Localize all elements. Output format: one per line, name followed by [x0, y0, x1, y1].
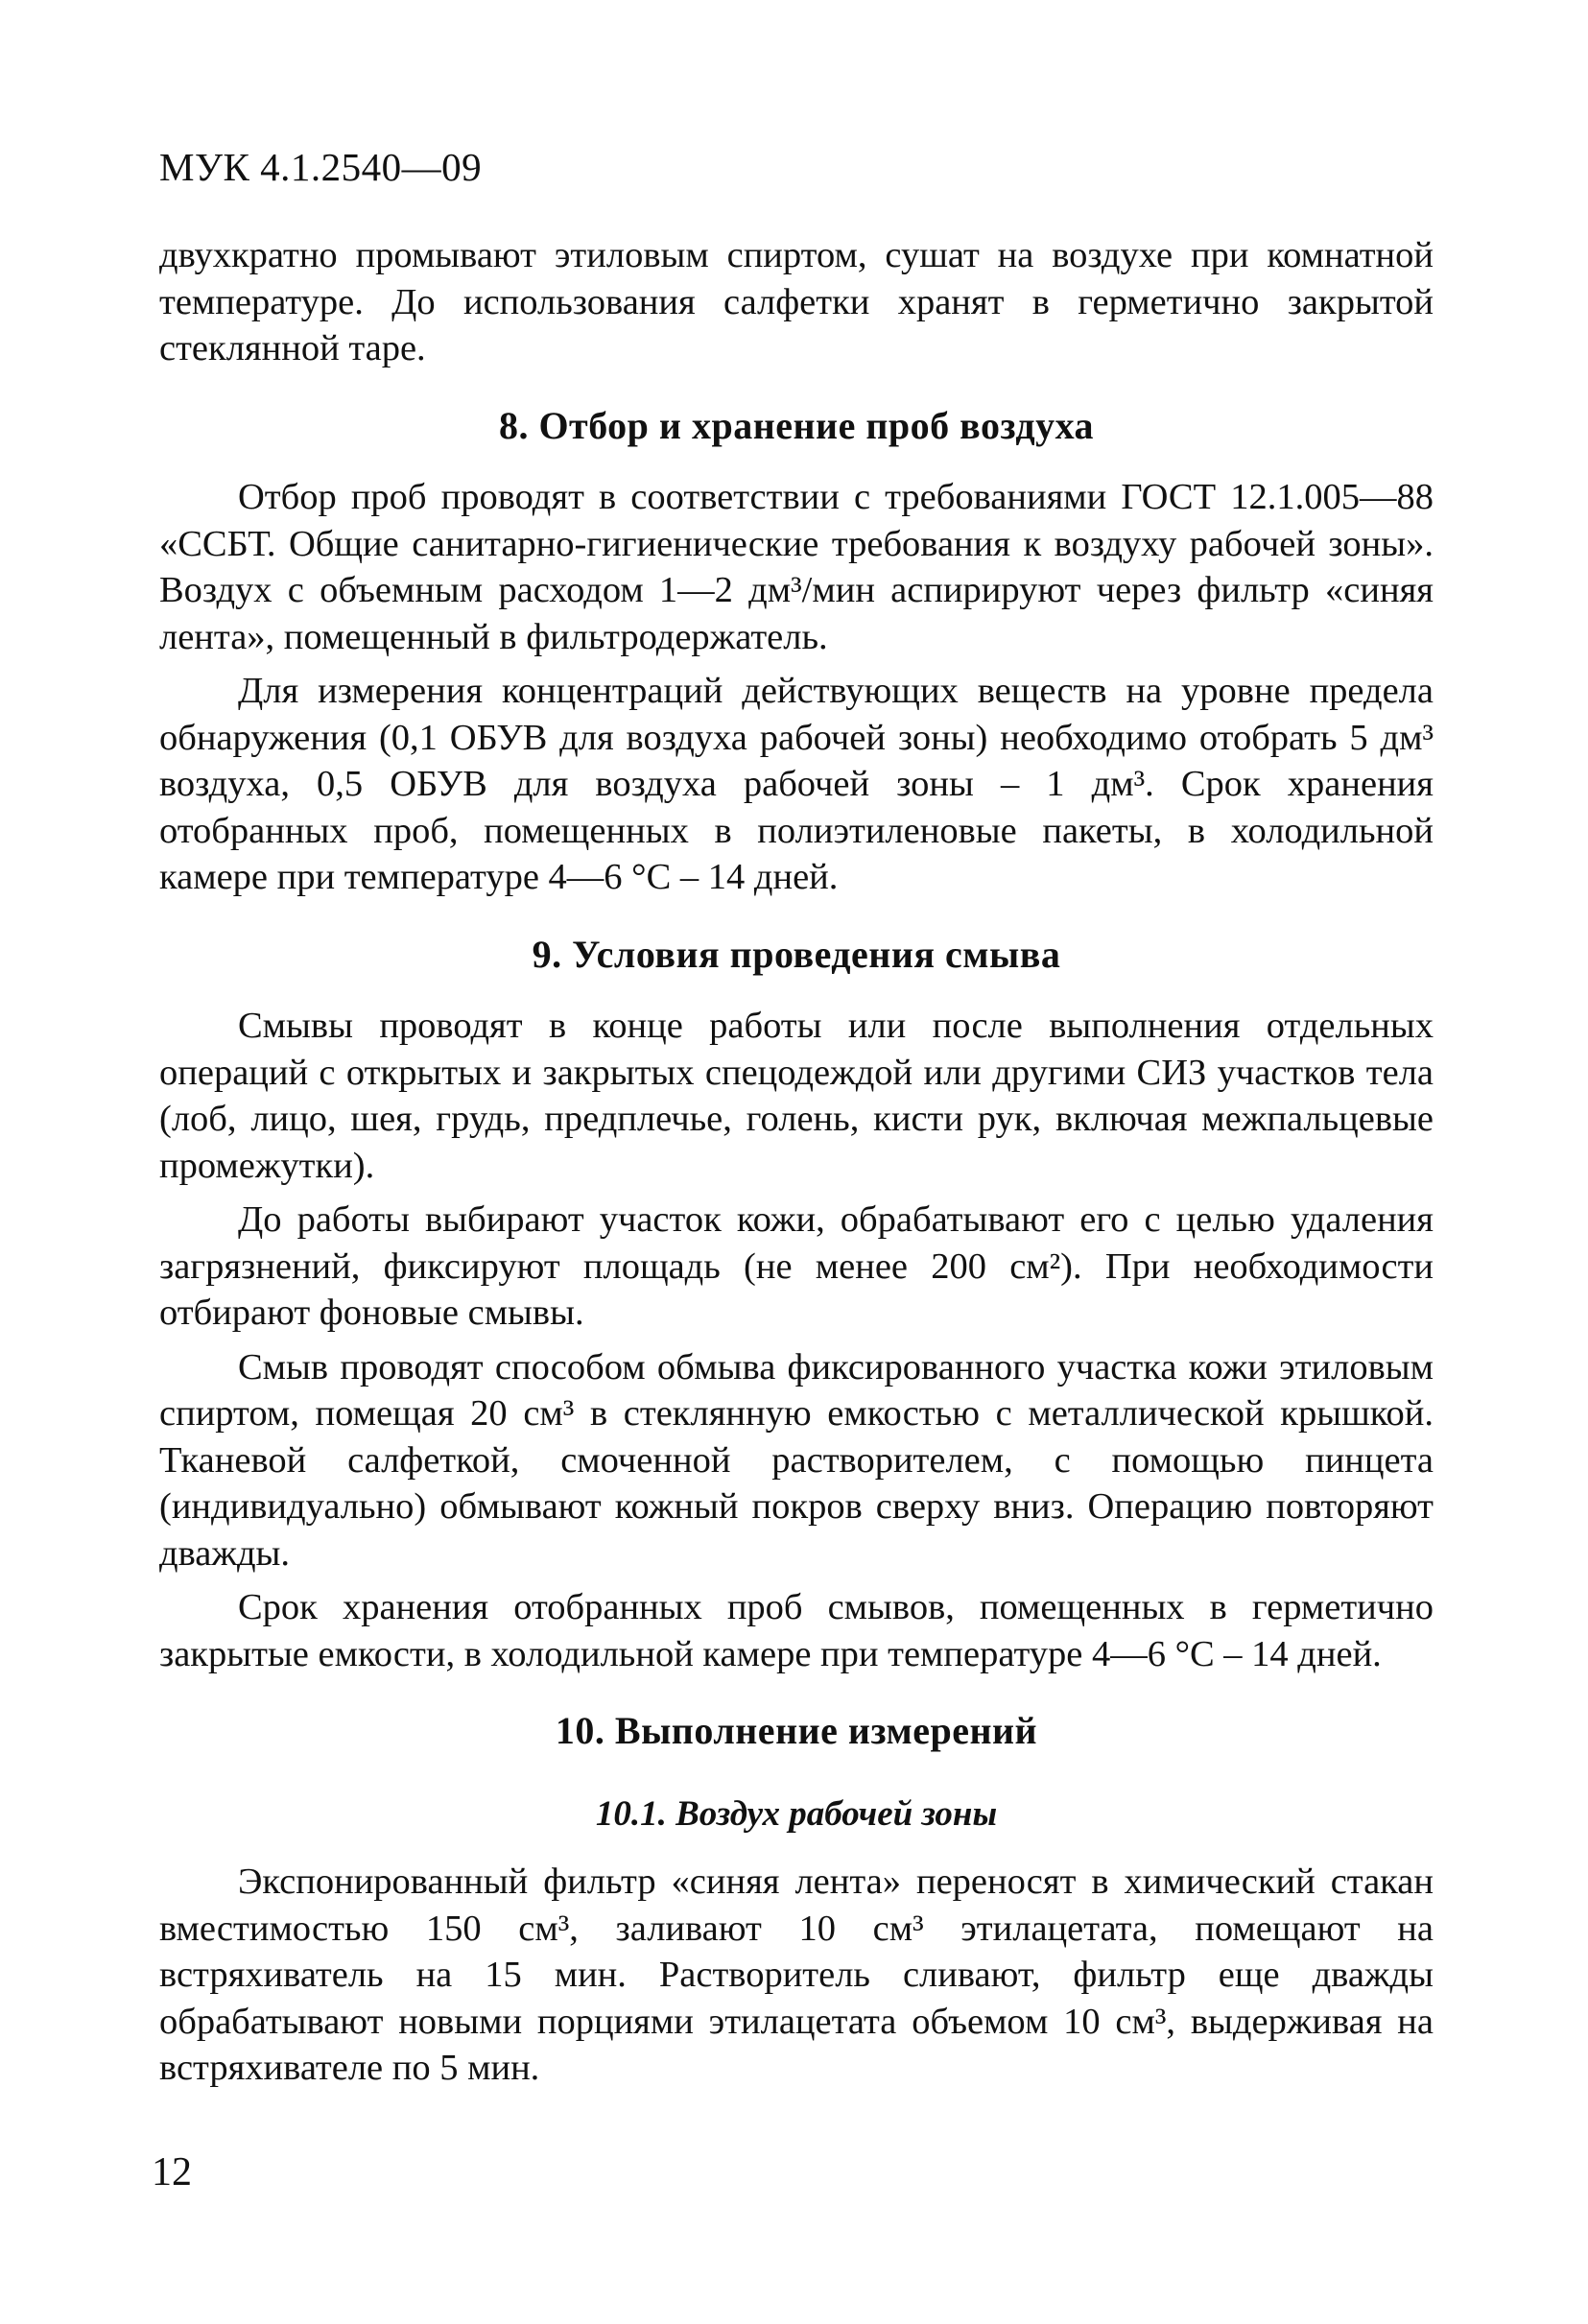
page-content	[159, 232, 1434, 2092]
page-number: 12	[152, 2150, 192, 2194]
section-8-paragraph-2: Для измерения концентраций действующих веществ на уровне предела обнаружения (0,1 ОБУВ для воздуха рабочей зоны) необходимо отобрать 5 дм³ воздуха, 0,5 ОБУВ для воздуха рабочей зоны – 1 дм³. Срок хранения отобранных проб, помещенных в полиэтиленовые пакеты, в холодильной камере при температуре 4—6 °С – 14 дней.	[159, 671, 1434, 897]
section-9-heading: 9. Условия проведения смыва	[532, 932, 1061, 976]
section-9-paragraph-3: Смыв проводят способом обмыва фиксированного участка кожи этиловым спиртом, помещая 20 см³ в стеклянную емкостью с металлической крышкой. Тканевой салфеткой, смоченной растворителем, с помощью пинцета (индивидуально) обмывают кожный покров сверху вниз. Операцию повторяют дважды.	[159, 1346, 1434, 1574]
intro-paragraph: двухкратно промывают этиловым спиртом, сушат на воздухе при комнатной температуре. До использования салфетки хранят в герметично закрытой стеклянной таре.	[159, 235, 1434, 368]
subsection-10-1-heading: 10.1. Воздух рабочей зоны	[595, 1793, 998, 1834]
section-9-paragraph-2: До работы выбирают участок кожи, обрабатывают его с целью удаления загрязнений, фиксируют площадь (не менее 200 см²). При необходимости отбирают фоновые смывы.	[159, 1199, 1434, 1333]
section-9-paragraph-1: Смывы проводят в конце работы или после выполнения отдельных операций с открытых и закрытых спецодеждой или другими СИЗ участков тела (лоб, лицо, шея, грудь, предплечье, голень, кисти рук, включая межпальцевые промежутки).	[159, 1006, 1434, 1186]
section-10-heading: 10. Выполнение измерений	[555, 1709, 1038, 1752]
section-9-paragraph-4: Срок хранения отобранных проб смывов, помещенных в герметично закрытые емкости, в холодильной камере при температуре 4—6 °С – 14 дней.	[159, 1587, 1434, 1674]
running-header: МУК 4.1.2540—09	[159, 145, 483, 189]
section-8-heading: 8. Отбор и хранение проб воздуха	[498, 403, 1095, 447]
section-8-paragraph-1: Отбор проб проводят в соответствии с требованиями ГОСТ 12.1.005—88 «ССБТ. Общие санитарно-гигиенические требования к воздуху рабочей зоны». Воздух с объемным расходом 1—2 дм³/мин аспирируют через фильтр «синяя лента», помещенный в фильтродержатель.	[159, 477, 1434, 657]
section-10-paragraph-1: Экспонированный фильтр «синяя лента» переносят в химический стакан вместимостью 150 см³, заливают 10 см³ этилацетата, помещают на встряхиватель на 15 мин. Растворитель сливают, фильтр еще дважды обрабатывают новыми порциями этилацетата объемом 10 см³, выдерживая на встряхивателе по 5 мин.	[159, 1862, 1434, 2088]
